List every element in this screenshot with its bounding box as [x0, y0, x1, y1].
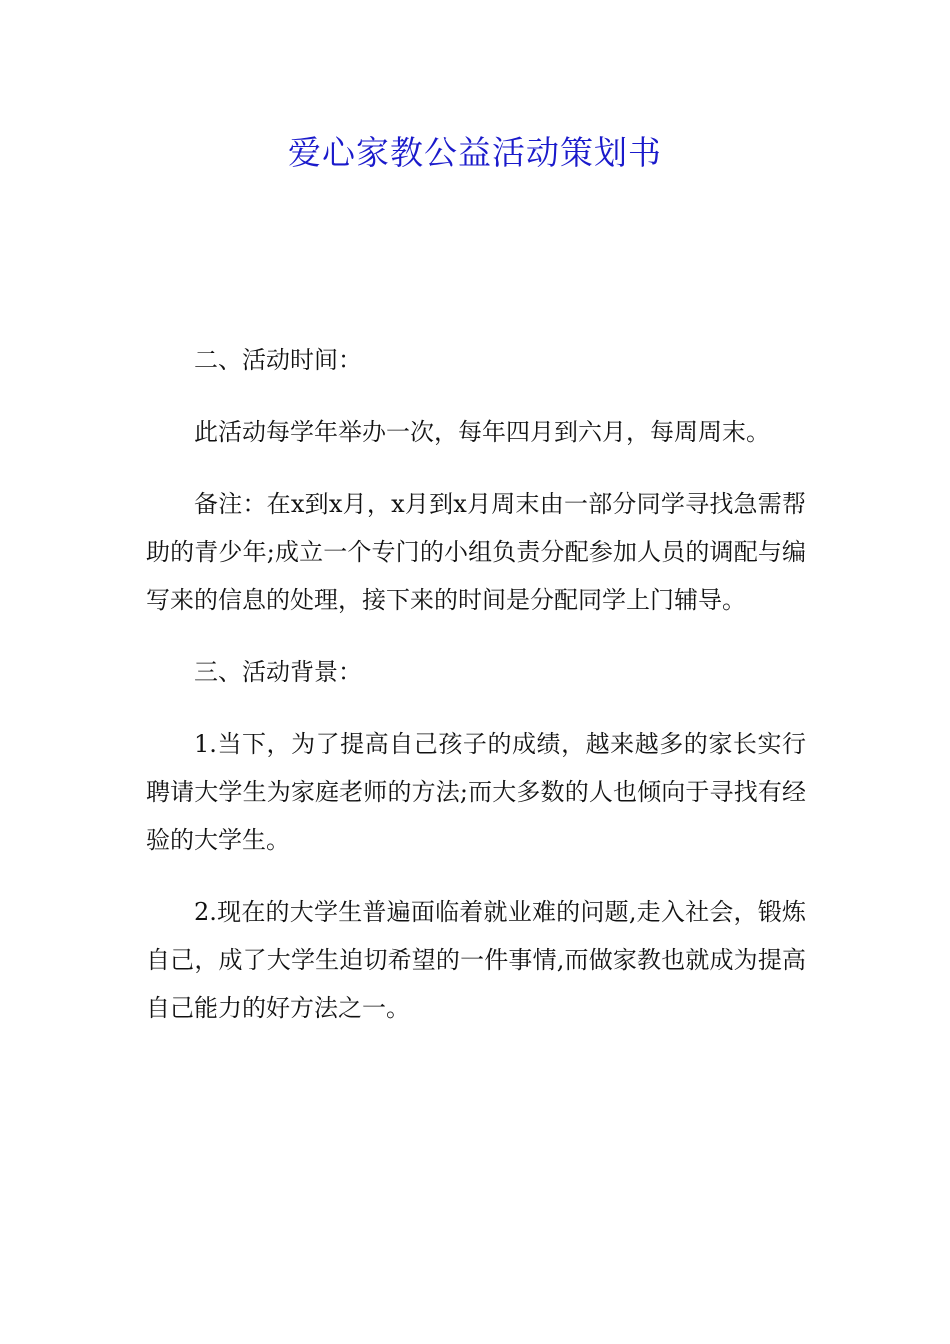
- paragraph-note: 备注：在x到x月，x月到x月周末由一部分同学寻找急需帮助的青少年;成立一个专门的小组负责分配参加人员的调配与编写来的信息的处理，接下来的时间是分配同学上门辅导。: [146, 490, 806, 614]
- section-heading-time: 二、活动时间：: [194, 346, 362, 374]
- paragraph-background-1: 1.当下，为了提高自己孩子的成绩，越来越多的家长实行聘请大学生为家庭老师的方法;而大多数的人也倾向于寻找有经验的大学生。: [146, 730, 806, 854]
- document-title: 爱心家教公益活动策划书: [288, 133, 662, 172]
- document-body: [146, 336, 806, 1056]
- paragraph-time-detail: 此活动每学年举办一次，每年四月到六月，每周周末。: [194, 418, 770, 446]
- paragraph-background-2: 2.现在的大学生普遍面临着就业难的问题,走入社会，锻炼自己，成了大学生迫切希望的一件事情,而做家教也就成为提高自己能力的好方法之一。: [146, 898, 806, 1022]
- section-heading-background: 三、活动背景：: [194, 658, 362, 686]
